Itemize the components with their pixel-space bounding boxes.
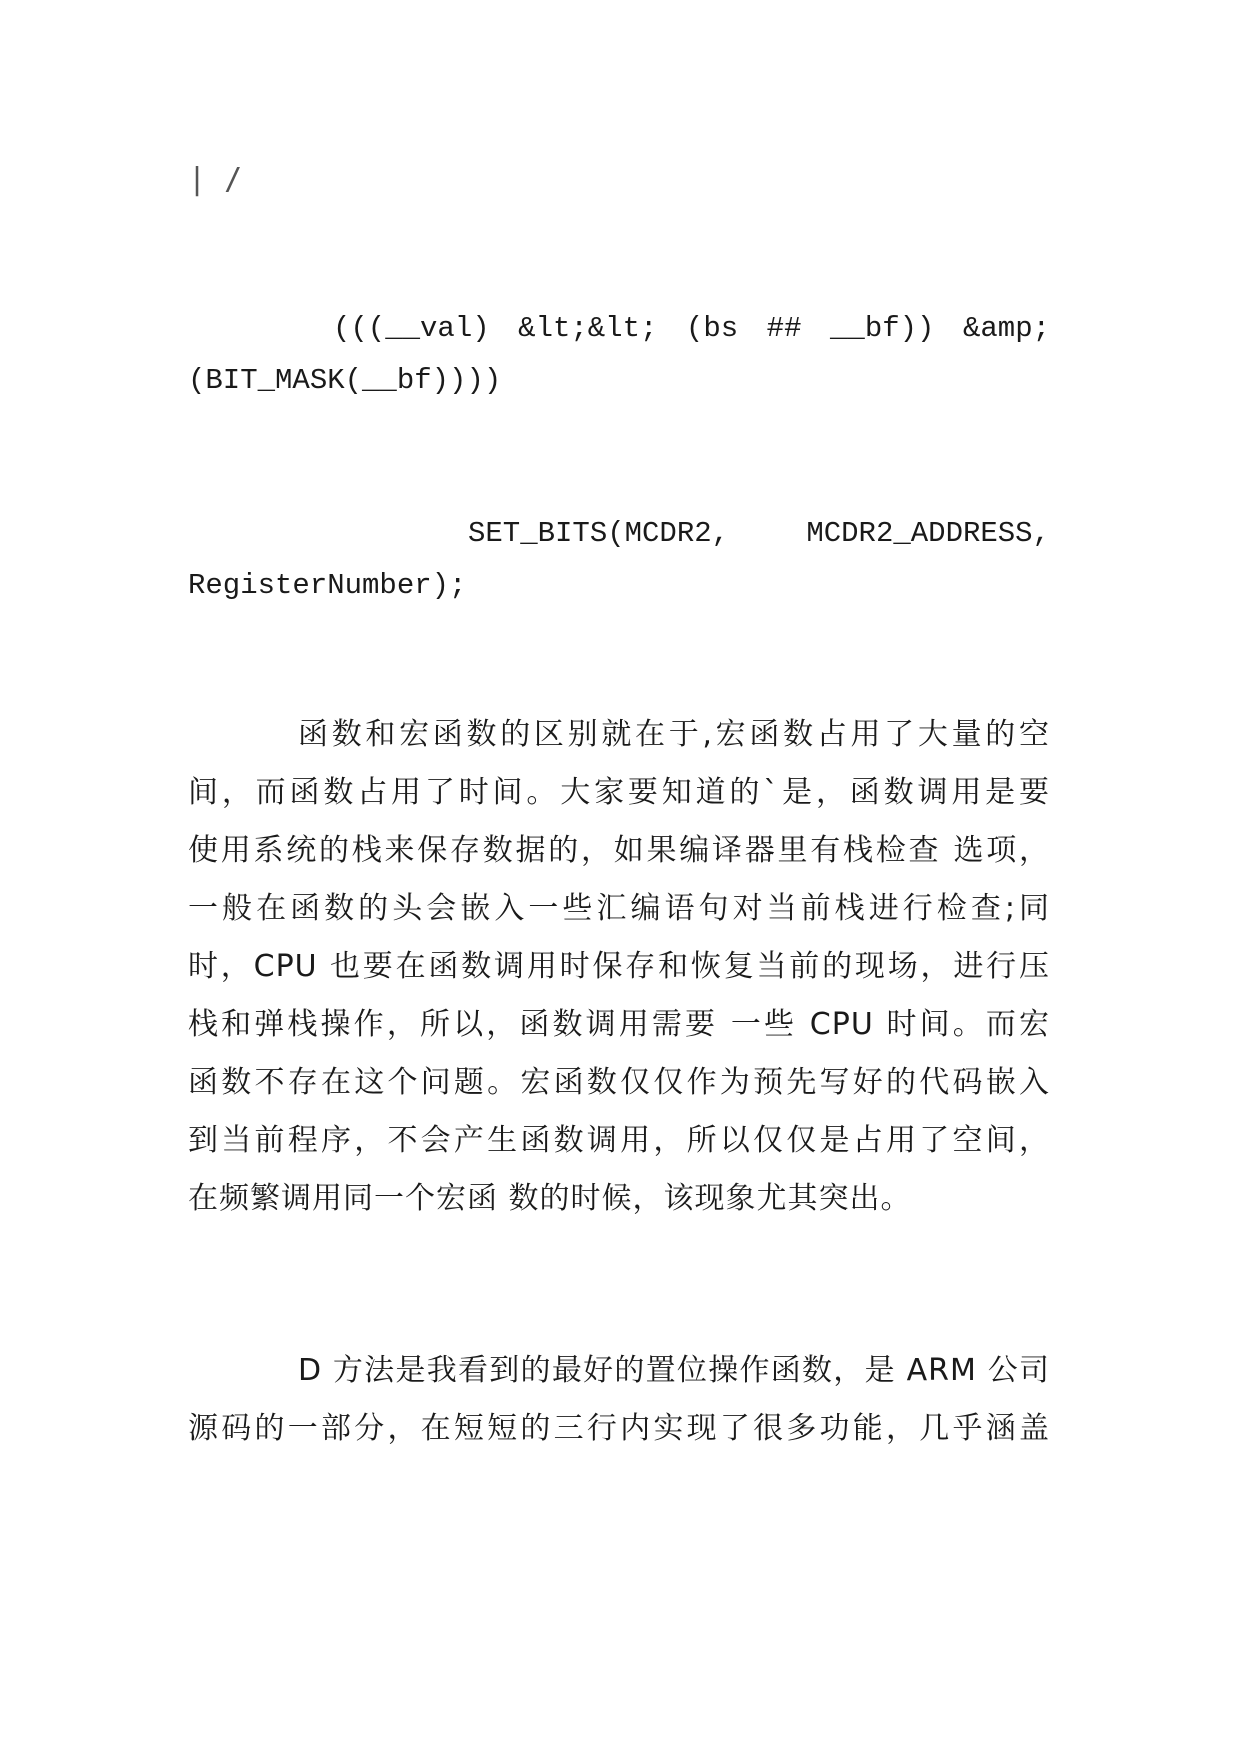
paragraph-line: 在频繁调用同一个宏函 数的时候，该现象尤其突出。 [188,1181,912,1216]
code-line: (BIT_MASK(__bf)))) [188,364,502,397]
code-block-2 [188,505,1050,615]
code-line: (((__val) &lt;&lt; (bs ## __bf)) &amp; [333,312,1050,345]
paragraph-line: 函数不存在这个问题。宏函数仅仅作为预先写好的代码嵌入 [188,1065,1050,1100]
code-line: RegisterNumber); [188,569,467,602]
paragraph-line: 时，CPU 也要在函数调用时保存和恢复当前的现场，进行压 [188,949,1050,984]
page-mark: | / [188,162,243,197]
code-block-1 [188,300,1050,410]
code-line: SET_BITS(MCDR2, MCDR2_ADDRESS, [468,517,1050,550]
paragraph-line: D 方法是我看到的最好的置位操作函数，是 ARM 公司 [298,1353,1050,1388]
paragraph-line: 函数和宏函数的区别就在于,宏函数占用了大量的空 [298,717,1050,752]
paragraph-line: 间，而函数占用了时间。大家要知道的`是，函数调用是要 [188,775,1050,810]
paragraph-2 [188,1342,1050,1458]
document-page [188,0,1050,1754]
paragraph-line: 源码的一部分，在短短的三行内实现了很多功能，几乎涵盖 [188,1411,1050,1446]
paragraph-line: 一般在函数的头会嵌入一些汇编语句对当前栈进行检查;同 [188,891,1050,926]
paragraph-1 [188,706,1050,1228]
paragraph-line: 到当前程序，不会产生函数调用，所以仅仅是占用了空间， [188,1123,1050,1158]
paragraph-line: 使用系统的栈来保存数据的，如果编译器里有栈检查 选项， [188,833,1050,868]
paragraph-line: 栈和弹栈操作，所以，函数调用需要 一些 CPU 时间。而宏 [188,1007,1050,1042]
